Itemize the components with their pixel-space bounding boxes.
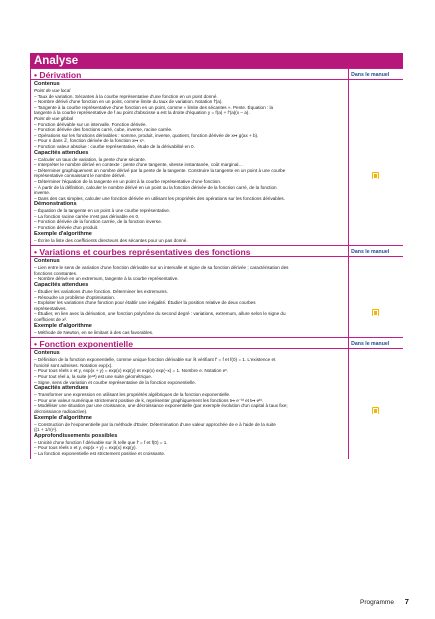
text-line: – Déterminer l'équation de la tangente en un point à la courbe représentative d'une fonction. — [34, 178, 222, 184]
text-line: représentatives. — [34, 305, 67, 311]
section — [30, 68, 403, 245]
text-line: – Déterminer graphiquement un nombre dérivé par la pente de la tangente. Construire la tangente en un point à une courbe — [34, 167, 286, 173]
text-line: – Unicité d'une fonction f dérivable sur ℝ telle que f' = f et f(0) = 1. — [34, 439, 168, 445]
text-line: – Étudier, en lien avec la dérivation, une fonction polynôme du second degré : variations, extremum, allure selon le signe du — [34, 311, 286, 317]
subsection-subtitle: Point de vue global — [34, 115, 74, 121]
text-line: – Signe, sens de variation et courbe représentative de la fonction exponentielle. — [34, 379, 196, 385]
text-line: décroissance radioactive). — [34, 408, 88, 414]
text-line: – Interpréter le nombre dérivé en contexte : pente d'une tangente, vitesse instantanée, coût marginal… — [34, 162, 243, 168]
text-line: – Fonction dérivée des fonctions carré, cube, inverse, racine carrée. — [34, 127, 173, 133]
footer-label: Programme — [360, 599, 394, 606]
subsection-heading: Approfondissements possibles — [34, 432, 118, 439]
text-line: – Transformer une expression en utilisant les propriétés algébriques de la fonction exponentielle. — [34, 392, 231, 398]
section-body — [31, 80, 348, 245]
page-footer — [360, 597, 409, 606]
section-content — [31, 245, 349, 337]
manual-label: Dans le manuel — [349, 337, 403, 349]
manual-label: Dans le manuel — [349, 68, 403, 80]
text-line: – Lien entre le sens de variation d'une fonction dérivable sur un intervalle et signe de sa fonction dérivée ; caractérisation des — [34, 265, 289, 271]
section-content — [31, 68, 349, 245]
text-line: coefficient de x². — [34, 317, 68, 322]
text-line: tangente à la courbe représentative de f au point d'abscisse a est la droite d'équation y = f(a) + f'(a)(x – a). — [34, 110, 250, 116]
text-line: – Fonction dérivée d'un produit. — [34, 225, 99, 231]
page-number: 7 — [404, 597, 409, 606]
text-line: représentative connaissant le nombre dérivé. — [34, 173, 126, 179]
section-body — [31, 349, 348, 458]
text-line: inverse. — [34, 190, 51, 196]
text-line: – À partir de la définition, calculer le nombre dérivé en un point ou la fonction dérivée de la fonction carré, de la fonction — [34, 184, 277, 190]
text-line: – Définition de la fonction exponentielle, comme unique fonction dérivable sur ℝ vérifiant f' = f et f(0) = 1. L'existence et — [34, 357, 276, 363]
text-line: l'unicité sont admises. Notation exp(x). — [34, 362, 113, 368]
subsection-heading: Exemple d'algorithme — [34, 414, 92, 421]
text-line: fonctions constantes. — [34, 270, 78, 276]
section-body — [31, 257, 348, 337]
section-title: • Fonction exponentielle — [31, 337, 348, 349]
text-line: – Pour tous réels x et y, exp(x + y) = exp(x) exp(y). — [34, 445, 137, 451]
section-content — [31, 337, 349, 458]
text-line: – Nombre dérivé d'une fonction en un point, comme limite du taux de variation. Notation f'(a). — [34, 99, 223, 105]
text-line: – Construction de l'exponentielle par la méthode d'Euler. Détermination d'une valeur approchée de e à l'aide de la suite — [34, 421, 276, 427]
main-title: Analyse — [30, 53, 403, 68]
subsection-heading: Exemple d'algorithme — [34, 322, 92, 329]
subsection-heading: Contenus — [34, 81, 60, 87]
book-icon[interactable] — [372, 172, 379, 179]
text-line: – Nombre dérivé en un extremum, tangente à la courbe représentative. — [34, 276, 179, 282]
section — [30, 337, 403, 458]
subsection-heading: Contenus — [34, 350, 60, 357]
subsection-heading: Contenus — [34, 258, 60, 265]
text-line: ((1 + 1/n)ⁿ). — [34, 427, 58, 433]
book-icon[interactable] — [372, 309, 379, 316]
text-line: – La fonction exponentielle est strictement positive et croissante. — [34, 450, 166, 456]
subsection-heading: Capacités attendues — [34, 149, 89, 156]
section — [30, 245, 403, 337]
text-line: – Pour tout réel a, la suite (eⁿᵃ) est une suite géométrique. — [34, 373, 153, 379]
manual-column — [349, 68, 403, 245]
subsection-subtitle: Point de vue local — [34, 88, 71, 93]
text-line: – Équation de la tangente en un point à une courbe représentative. — [34, 208, 171, 214]
text-line: – La fonction racine carrée n'est pas dérivable en 0. — [34, 213, 140, 219]
text-line: – Pour une valeur numérique strictement positive de k, représenter graphiquement les fonctions t↦ e⁻ᵏᵗ et t↦ eᵏᵗ. — [34, 397, 263, 403]
subsection-heading: Exemple d'algorithme — [34, 230, 92, 237]
text-line: – Calculer un taux de variation, la pente d'une sécante. — [34, 156, 146, 162]
page — [30, 53, 403, 459]
text-line: – Fonction valeur absolue : courbe représentative, étude de la dérivabilité en 0. — [34, 143, 195, 149]
text-line: – Exploiter les variations d'une fonction pour établir une inégalité. Étudier la position relative de deux courbes — [34, 300, 256, 306]
text-line: – Fonction dérivée de la fonction carrée, de la fonction inverse. — [34, 219, 162, 225]
text-line: – Pour tous réels x et y, exp(x + y) = exp(x) exp(y) et exp(x) exp(–x) = 1. Nombre e. Notation eˣ. — [34, 368, 229, 374]
sections-container — [30, 68, 403, 459]
text-line: – Fonction dérivable sur un intervalle. Fonction dérivée. — [34, 121, 147, 127]
text-line: – Pour n dans ℤ, fonction dérivée de la fonction x↦ xⁿ. — [34, 138, 145, 144]
text-line: – Dans des cas simples, calculer une fonction dérivée en utilisant les propriétés des opérations sur les fonctions dérivables. — [34, 195, 286, 201]
text-line: – Résoudre un problème d'optimisation. — [34, 294, 116, 300]
manual-column — [349, 337, 403, 458]
text-line: – Opérations sur les fonctions dérivables : somme, produit, inverse, quotient, fonction dérivée de x↦ g(ax + b). — [34, 132, 259, 138]
text-line: – Tangente à la courbe représentative d'une fonction en un point, comme « limite des sécantes ». Pente. Équation : la — [34, 104, 274, 110]
section-title: • Variations et courbes représentatives des fonctions — [31, 245, 348, 257]
book-icon[interactable] — [372, 407, 379, 414]
section-title: • Dérivation — [31, 68, 348, 80]
subsection-heading: Démonstrations — [34, 201, 77, 208]
text-line: – Étudier les variations d'une fonction. Déterminer les extremums. — [34, 289, 168, 295]
manual-label: Dans le manuel — [349, 245, 403, 257]
subsection-heading: Capacités attendues — [34, 282, 89, 289]
text-line: – Modéliser une situation par une croissance, une décroissance exponentielle (par exemple évolution d'un capital à taux fixe; — [34, 403, 288, 409]
text-line: – Écrire la liste des coefficients directeurs des sécantes pour un pas donné. — [34, 237, 188, 243]
manual-column — [349, 245, 403, 337]
subsection-heading: Capacités attendues — [34, 385, 89, 392]
text-line: – Taux de variation. Sécantes à la courbe représentative d'une fonction en un point donné. — [34, 93, 218, 99]
text-line: – Méthode de Newton, en se limitant à des cas favorables. — [34, 329, 154, 335]
